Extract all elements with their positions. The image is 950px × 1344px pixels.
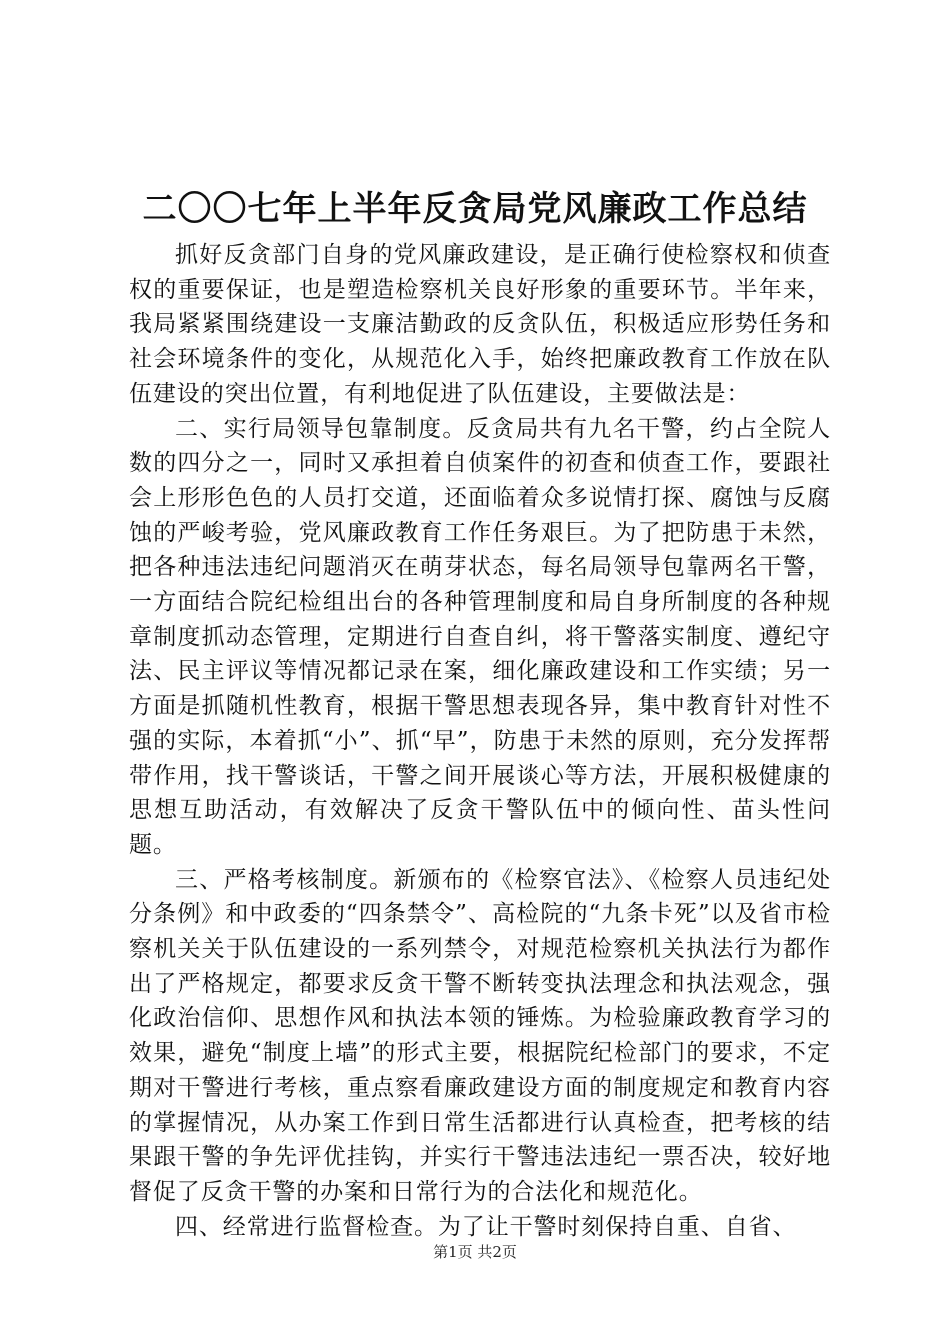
paragraph-intro: 抓好反贪部门自身的党风廉政建设，是正确行使检察权和侦查权的重要保证，也是塑造检察机关良好形象的重要环节。半年来，我局紧紧围绕建设一支廉洁勤政的反贪队伍，积极适应形势任务和社会环境条件的变化，从规范化入手，始终把廉政教育工作放在队伍建设的突出位置，有利地促进了队伍建设，主要做法是： (129, 242, 831, 407)
paragraph-supervision: 四、经常进行监督检查。为了让干警时刻保持自重、自省、 (175, 1213, 797, 1240)
paragraph-assessment-system: 三、严格考核制度。新颁布的《检察官法》、《检察人员违纪处分条例》和中政委的“四条禁令”、高检院的“九条卡死”以及省市检察机关关于队伍建设的一系列禁令，对规范检察机关执法行为都作出了严格规定，都要求反贪干警不断转变执法理念和执法观念，强化政治信仰、思想作风和执法本领的锤炼。为检验廉政教育学习的效果，避免“制度上墙”的形式主要，根据院纪检部门的要求，不定期对干警进行考核，重点察看廉政建设方面的制度规定和教育内容的掌握情况，从办案工作到日常生活都进行认真检查，把考核的结果跟干警的争先评优挂钩，并实行干警违法违纪一票否决，较好地督促了反贪干警的办案和日常行为的合法化和规范化。 (129, 866, 831, 1205)
document-title: 二〇〇七年上半年反贪局党风廉政工作总结 (142, 189, 808, 229)
document-body (129, 238, 831, 1244)
paragraph-leader-responsibility: 二、实行局领导包靠制度。反贪局共有九名干警，约占全院人数的四分之一，同时又承担着自侦案件的初查和侦查工作，要跟社会上形形色色的人员打交道，还面临着众多说情打探、腐蚀与反腐蚀的严峻考验，党风廉政教育工作任务艰巨。为了把防患于未然，把各种违法违纪问题消灭在萌芽状态，每名局领导包靠两名干警，一方面结合院纪检组出台的各种管理制度和局自身所制度的各种规章制度抓动态管理，定期进行自查自纠，将干警落实制度、遵纪守法、民主评议等情况都记录在案，细化廉政建设和工作实绩；另一方面是抓随机性教育，根据干警思想表现各异，集中教育针对性不强的实际，本着抓“小”、抓“早”，防患于未然的原则，充分发挥帮带作用，找干警谈话，干警之间开展谈心等方法，开展积极健康的思想互助活动，有效解决了反贪干警队伍中的倾向性、苗头性问题。 (129, 415, 831, 858)
page-number-footer: 第1页 共2页 (433, 1243, 517, 1261)
